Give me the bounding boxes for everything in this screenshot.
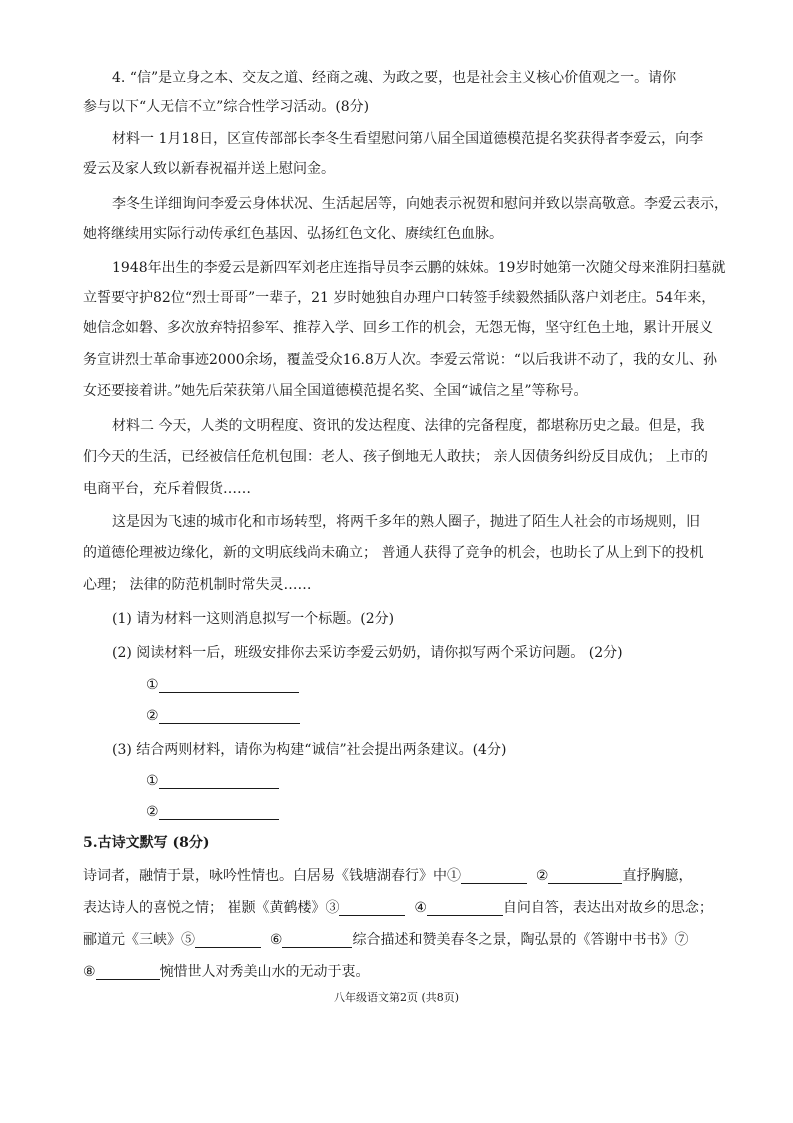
material2-p2-line3: 心理； 法律的防范机制时常失灵…… <box>83 577 312 593</box>
q5-text: 综合描述和赞美春冬之景，陶弘景的《答谢中书书》⑦ <box>352 932 689 948</box>
marker: ② <box>535 868 549 884</box>
q4-line2: 参与以下“人无信不立”综合性学习活动。(8分) <box>83 99 370 115</box>
material2-p1-line1: 材料二 今天，人类的文明程度、资讯的发达程度、法律的完备程度，都堪称历史之最。但是，我 <box>112 418 705 434</box>
q5-line1 <box>83 861 692 891</box>
answer-line-3-1[interactable] <box>146 766 279 796</box>
material1-p2-line1: 李冬生详细询问李爱云身体状况、生活起居等，向她表示祝贺和慰问并致以崇高敬意。李爱云表示， <box>112 196 728 212</box>
subquestion-1: (1) 请为材料一这则消息拟写一个标题。(2分) <box>112 611 395 627</box>
marker: ⑧ <box>83 964 96 980</box>
marker-1: ① <box>146 773 159 789</box>
marker-2: ② <box>146 804 159 820</box>
q5-line3 <box>83 925 688 955</box>
subquestion-2: (2) 阅读材料一后，班级安排你去采访李爱云奶奶，请你拟写两个采访问题。 (2分) <box>112 645 623 661</box>
material2-p1-line2: 们今天的生活，已经被信任危机包围：老人、孩子倒地无人敢扶； 亲人因债务纠纷反目成仇； 上市的 <box>83 449 708 465</box>
material1-p1-line1: 材料一 1月18日，区宣传部部长李冬生看望慰问第八届全国道德模范提名奖获得者李爱云，向李 <box>112 131 704 147</box>
q5-text: 诗词者，融情于景，咏吟性情也。白居易《钱塘湖春行》中① <box>83 868 461 884</box>
marker: ④ <box>414 900 427 916</box>
q5-text: 惋惜世人对秀美山水的无动于衷。 <box>159 964 370 980</box>
marker-2: ② <box>146 708 159 724</box>
material1-p3-line1: 1948年出生的李爱云是新四军刘老庄连指导员李云鹏的妹妹。19岁时她第一次随父母来淮阴扫墓就 <box>112 260 726 276</box>
material1-p2-line2: 她将继续用实际行动传承红色基因、弘扬红色文化、赓续红色血脉。 <box>83 226 503 242</box>
answer-line-3-2[interactable] <box>146 797 279 827</box>
answer-blank[interactable] <box>159 770 279 789</box>
answer-blank[interactable] <box>159 674 299 693</box>
answer-blank[interactable] <box>282 929 352 948</box>
answer-blank[interactable] <box>159 705 300 724</box>
q5-text: 表达诗人的喜悦之情； 崔颢《黄鹤楼》③ <box>83 900 340 916</box>
material2-p2-line1: 这是因为飞速的城市化和市场转型，将两千多年的熟人圈子，抛进了陌生人社会的市场规则，旧 <box>112 514 700 530</box>
answer-blank[interactable] <box>427 897 503 916</box>
material2-p1-line3: 电商平台，充斥着假货…… <box>83 481 251 497</box>
answer-blank[interactable] <box>339 897 405 916</box>
answer-line-2-2[interactable] <box>146 701 300 731</box>
answer-blank[interactable] <box>195 929 261 948</box>
answer-blank[interactable] <box>159 801 279 820</box>
q5-line2 <box>83 893 713 923</box>
material1-p3-line2: 立誓要守护82位“烈士哥哥”一辈子，21 岁时她独自办理户口转签手续毅然插队落户刘老庄。54年来， <box>83 290 716 306</box>
material2-p2-line2: 的道德伦理被边缘化，新的文明底线尚未确立； 普通人获得了竞争的机会，也助长了从上到下的投机 <box>83 545 704 561</box>
material1-p3-line3: 她信念如磐、多次放弃特招参军、推荐入学、回乡工作的机会，无怨无悔，坚守红色土地，累计开展义 <box>83 320 713 336</box>
q5-text: 自问自答，表达出对故乡的思念； <box>502 900 713 916</box>
subquestion-3: (3) 结合两则材料，请你为构建“诚信”社会提出两条建议。(4分) <box>112 742 507 758</box>
q4-line1: 4. “信”是立身之本、交友之道、经商之魂、为政之要，也是社会主义核心价值观之一。请你 <box>112 70 677 86</box>
answer-blank[interactable] <box>548 865 622 884</box>
q5-text: 直抒胸臆， <box>622 868 693 884</box>
marker: ⑥ <box>269 932 283 948</box>
answer-line-2-1[interactable] <box>146 670 299 700</box>
page-footer: 八年级语文第2页 (共8页) <box>333 991 460 1004</box>
marker-1: ① <box>146 677 159 693</box>
answer-blank[interactable] <box>96 961 160 980</box>
q5-text: 郦道元《三峡》⑤ <box>83 932 195 948</box>
q5-title: 5.古诗文默写 (8分) <box>83 835 210 851</box>
q5-line4 <box>83 957 370 987</box>
material1-p3-line5: 女还要接着讲。”她先后荣获第八届全国道德模范提名奖、全国“诚信之星”等称号。 <box>83 383 588 399</box>
material1-p3-line4: 务宣讲烈士革命事迹2000余场，覆盖受众16.8万人次。李爱云常说：“以后我讲不动了，我的女儿、孙 <box>83 352 717 368</box>
material1-p1-line2: 爱云及家人致以新春祝福并送上慰问金。 <box>83 161 335 177</box>
answer-blank[interactable] <box>461 865 527 884</box>
